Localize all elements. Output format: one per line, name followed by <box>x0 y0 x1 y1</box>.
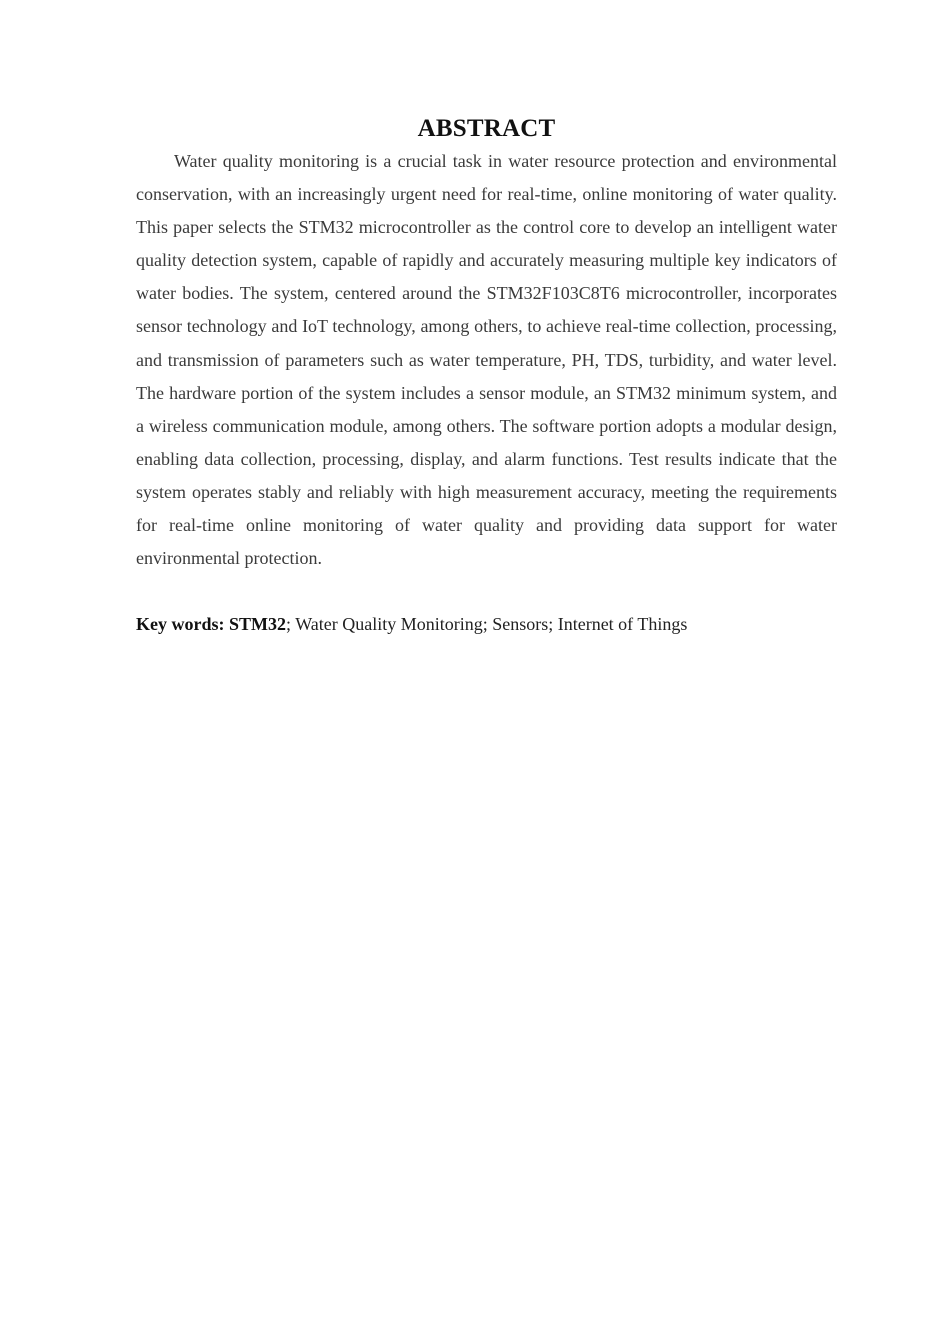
keywords-label: Key words: <box>136 614 229 635</box>
keywords-line <box>136 608 837 641</box>
keyword-first: STM32 <box>229 614 287 635</box>
abstract-body: Water quality monitoring is a crucial task in water resource protection and environmental conservation, with an increasingly urgent need for real-time, online monitoring of water quality. This paper selects the STM32 microcontroller as the control core to develop an intelligent water quality detection system, capable of rapidly and accurately measuring multiple key indicators of water bodies. The system, centered around the STM32F103C8T6 microcontroller, incorporates sensor technology and IoT technology, among others, to achieve real-time collection, processing, and transmission of parameters such as water temperature, PH, TDS, turbidity, and water level. The hardware portion of the system includes a sensor module, an STM32 minimum system, and a wireless communication module, among others. The software portion adopts a modular design, enabling data collection, processing, display, and alarm functions. Test results indicate that the system operates stably and reliably with high measurement accuracy, meeting the requirements for real-time online monitoring of water quality and providing data support for water environmental protection. <box>136 151 837 569</box>
abstract-section <box>136 113 837 641</box>
keywords-rest: ; Water Quality Monitoring; Sensors; Internet of Things <box>286 614 688 635</box>
abstract-title: ABSTRACT <box>417 115 556 142</box>
